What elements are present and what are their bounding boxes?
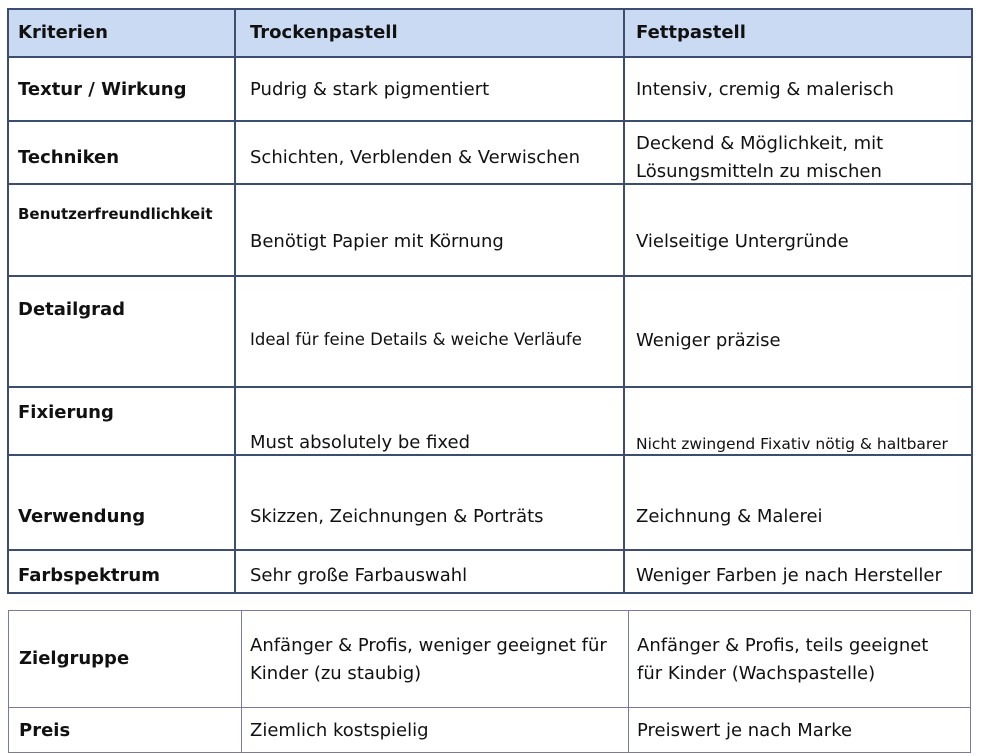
cell-text: Benötigt Papier mit Körnung — [250, 231, 504, 252]
criterion-label: Benutzerfreundlichkeit — [18, 205, 213, 223]
table-cell-oil — [625, 456, 972, 550]
table-row-criterion — [8, 185, 235, 276]
cell-text-line: Anfänger & Profis, weniger geeignet für — [250, 635, 607, 656]
cell-text-line: Lösungsmitteln zu mischen — [636, 161, 882, 182]
table-border — [7, 183, 973, 185]
cell-text: Sehr große Farbauswahl — [250, 565, 468, 586]
table-row-criterion — [8, 277, 235, 387]
table-row-criterion — [9, 611, 241, 707]
table-border — [7, 592, 973, 594]
criterion-label: Techniken — [18, 147, 120, 168]
table-border — [7, 549, 973, 551]
header-label: Trockenpastell — [250, 22, 398, 43]
table-cell-dry — [236, 185, 624, 276]
criterion-label: Fixierung — [18, 402, 114, 423]
cell-text: Ideal für feine Details & weiche Verläufe — [250, 330, 582, 349]
table-cell-dry — [242, 611, 628, 707]
table-cell-oil — [625, 388, 972, 455]
table-row-criterion — [8, 58, 235, 121]
table-cell-dry — [242, 708, 628, 753]
cell-text-line: Kinder (zu staubig) — [250, 663, 422, 684]
cell-text: Pudrig & stark pigmentiert — [250, 78, 490, 100]
table-cell-oil — [625, 58, 972, 121]
cell-text: Vielseitige Untergründe — [636, 231, 849, 252]
cell-text: Zeichnung & Malerei — [636, 506, 823, 527]
table-border — [7, 386, 973, 388]
table-row-criterion — [8, 551, 235, 593]
table-cell-oil — [625, 122, 972, 184]
cell-text: Schichten, Verblenden & Verwischen — [250, 147, 580, 168]
table-border — [7, 8, 9, 594]
cell-text-line: Anfänger & Profis, teils geeignet — [637, 635, 929, 656]
criterion-label: Textur / Wirkung — [18, 78, 187, 100]
table-border — [7, 454, 973, 456]
cell-text: Preiswert je nach Marke — [637, 719, 853, 741]
header-label: Fettpastell — [636, 22, 746, 43]
table-border — [7, 8, 973, 10]
cell-text: Intensiv, cremig & malerisch — [636, 78, 894, 100]
table-cell-dry — [236, 277, 624, 387]
criterion-label: Preis — [19, 719, 71, 741]
table-border — [8, 707, 971, 708]
cell-text: Nicht zwingend Fixativ nötig & haltbarer — [636, 435, 948, 453]
criterion-label: Verwendung — [18, 506, 146, 527]
table-border — [8, 610, 9, 753]
table-row-criterion — [8, 122, 235, 184]
cell-text: Weniger präzise — [636, 330, 781, 351]
table-border — [971, 8, 973, 594]
cell-text: Ziemlich kostspielig — [250, 719, 429, 741]
header-cell-criteria — [8, 9, 235, 57]
cell-text: Skizzen, Zeichnungen & Porträts — [250, 506, 544, 527]
cell-text: Weniger Farben je nach Hersteller — [636, 565, 942, 586]
header-cell-oil-pastel — [625, 9, 972, 57]
table-cell-oil — [629, 708, 970, 753]
table-border — [234, 8, 236, 594]
table-border — [970, 610, 971, 753]
table-border — [8, 752, 971, 753]
table-cell-oil — [629, 611, 970, 707]
header-label: Kriterien — [18, 22, 108, 43]
table-cell-dry — [236, 456, 624, 550]
table-border — [241, 610, 242, 753]
cell-text: Must absolutely be fixed — [250, 432, 471, 453]
table-border — [623, 8, 625, 594]
header-cell-dry-pastel — [236, 9, 624, 57]
table-border — [7, 120, 973, 122]
table-cell-oil — [625, 185, 972, 276]
table-row-criterion — [8, 456, 235, 550]
table-border — [7, 275, 973, 277]
table-cell-dry — [236, 551, 624, 593]
table-cell-oil — [625, 277, 972, 387]
criterion-label: Detailgrad — [18, 299, 126, 320]
table-cell-oil — [625, 551, 972, 593]
table-border — [7, 56, 973, 58]
cell-text-line: Deckend & Möglichkeit, mit — [636, 133, 884, 154]
criterion-label: Farbspektrum — [18, 565, 160, 586]
cell-text-line: für Kinder (Wachspastelle) — [637, 663, 876, 684]
table-cell-dry — [236, 388, 624, 455]
table-cell-dry — [236, 122, 624, 184]
table-row-criterion — [8, 388, 235, 455]
table-border — [8, 610, 971, 611]
table-border — [628, 610, 629, 753]
table-row-criterion — [9, 708, 241, 753]
table-cell-dry — [236, 58, 624, 121]
criterion-label: Zielgruppe — [19, 648, 130, 669]
